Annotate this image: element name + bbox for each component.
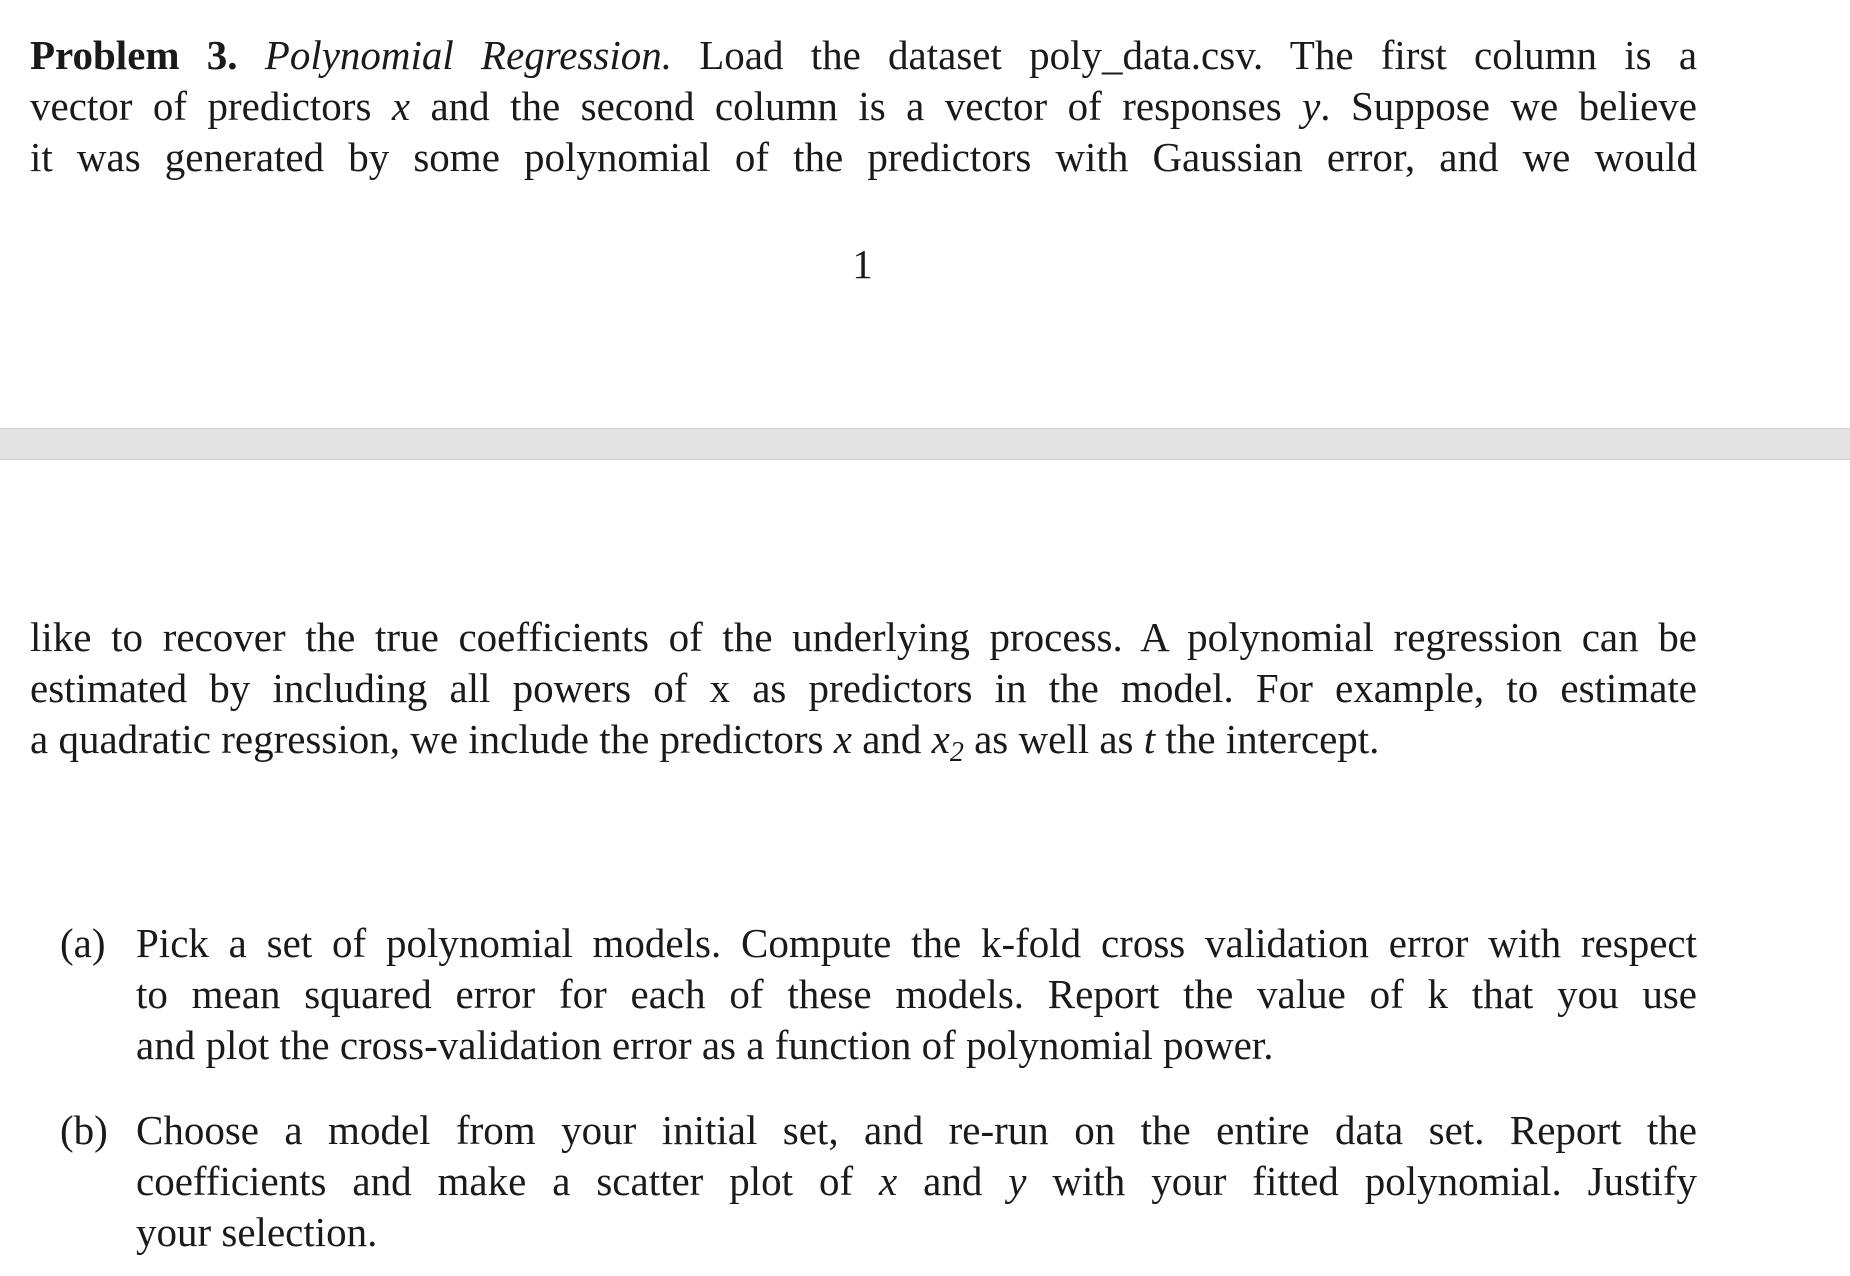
problem-text: . Suppose we believe <box>1320 83 1697 129</box>
item-b-text: with your fitted polynomial. Justify <box>1026 1158 1698 1204</box>
page-separator <box>0 428 1850 460</box>
page-2 <box>0 460 1850 1276</box>
page-number: 1 <box>852 241 873 287</box>
problem-line-2 <box>30 81 1697 132</box>
problem-text: it was generated by some polynomial of the predictors with Gaussian error, and we would <box>30 134 1697 180</box>
item-a-body <box>136 918 1697 1071</box>
problem-text: the intercept. <box>1155 716 1380 762</box>
item-b-text: and <box>897 1158 1009 1204</box>
continuation-line-2: estimated by including all powers of x as predictors in the model. For example, to estimate <box>30 665 1697 711</box>
item-a-line-2: to mean squared error for each of these models. Report the value of k that you use <box>136 971 1697 1017</box>
math-x: x <box>391 83 411 129</box>
math-x: x <box>833 716 852 762</box>
problem-text: Load the dataset poly_data.csv. The first column is a <box>672 32 1698 78</box>
item-a-line-3: and plot the cross-validation error as a function of polynomial power. <box>136 1022 1274 1068</box>
continuation-line-3 <box>30 714 1697 768</box>
item-a-label: (a) <box>60 920 106 966</box>
problem-title: Polynomial Regression. <box>264 32 672 78</box>
math-x2 <box>931 716 964 768</box>
math-x: x <box>879 1158 898 1204</box>
math-y: y <box>1302 83 1321 129</box>
problem-text: vector of predictors <box>30 83 392 129</box>
item-a <box>60 918 1697 1071</box>
problem-intro <box>30 30 1697 183</box>
continuation-line-1: like to recover the true coefficients of the underlying process. A polynomial regression can be <box>30 614 1697 660</box>
problem-line-3 <box>30 132 1697 183</box>
problem-text: as well as <box>963 716 1144 762</box>
item-b-line-1: Choose a model from your initial set, and re-run on the entire data set. Report the <box>136 1107 1697 1153</box>
math-y: y <box>1008 1158 1027 1204</box>
item-b <box>60 1105 1697 1258</box>
item-b-text: coefficients and make a scatter plot of <box>136 1158 880 1204</box>
math-x2-base: x <box>931 716 950 762</box>
item-b-line-2 <box>136 1156 1697 1207</box>
problem-text: a quadratic regression, we include the predictors <box>30 716 834 762</box>
page-1 <box>0 0 1850 428</box>
problem-text: and <box>851 716 932 762</box>
math-x2-subscript: 2 <box>949 737 964 768</box>
item-a-line-1: Pick a set of polynomial models. Compute the k-fold cross validation error with respect <box>136 920 1697 966</box>
item-b-label: (b) <box>60 1107 108 1153</box>
problem-text: and the second column is a vector of responses <box>410 83 1303 129</box>
item-b-body <box>136 1105 1697 1258</box>
item-b-line-3: your selection. <box>136 1209 378 1255</box>
math-t: t <box>1143 716 1156 762</box>
problem-heading: Problem 3. <box>30 32 238 78</box>
problem-line-1 <box>30 30 1697 81</box>
problem-continuation <box>30 612 1697 768</box>
